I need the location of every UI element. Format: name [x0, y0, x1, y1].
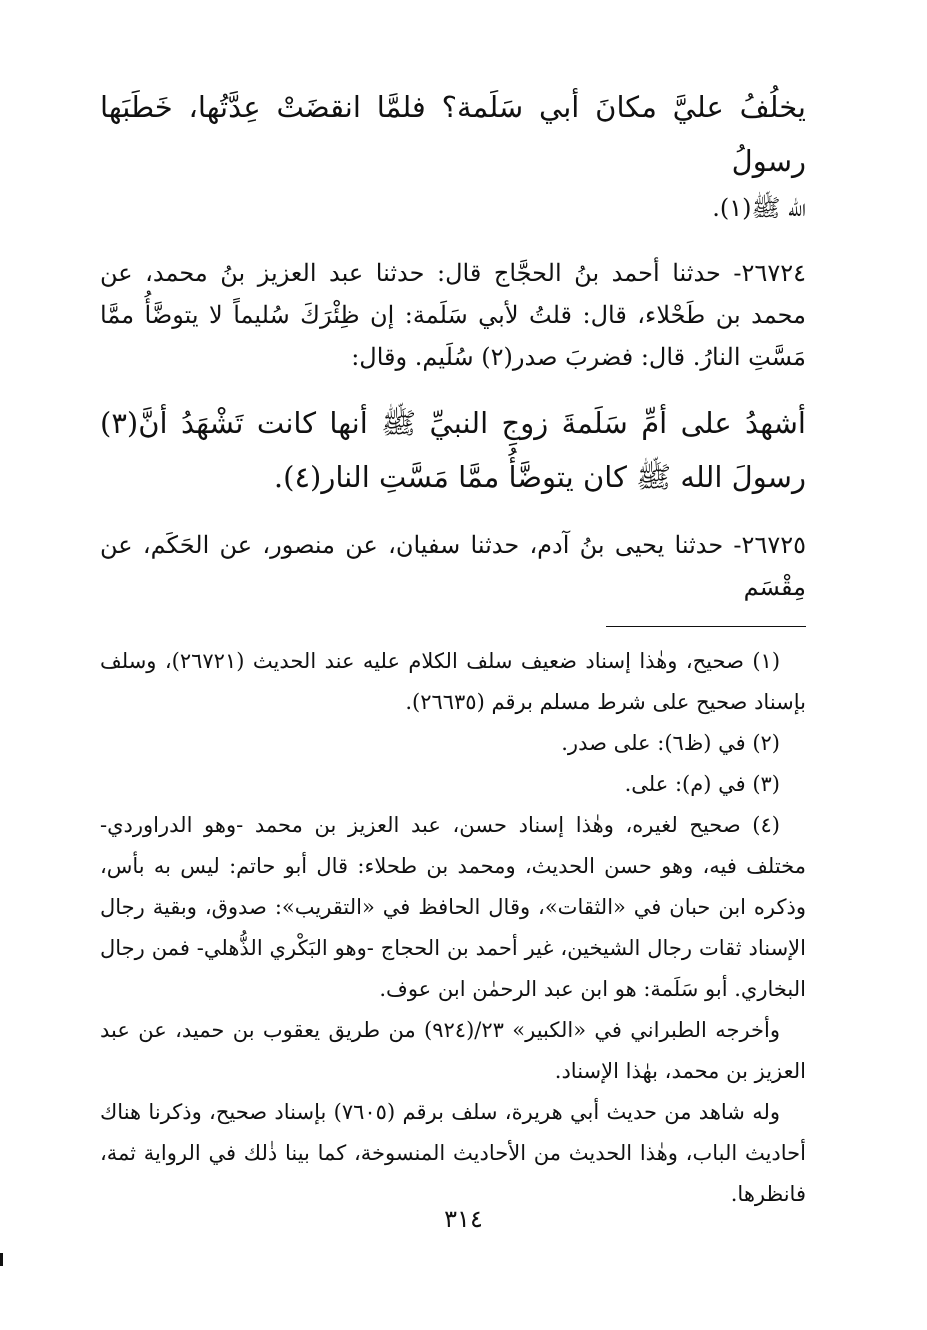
- hadith-26724-matn: أشهدُ على أمِّ سَلَمةَ زوجِ النبيِّ ﷺ أنها كانت تَشْهَدُ أنَّ(٣) رسولَ الله ﷺ كان يتوضَّأُ ممَّا مَسَّتِ النار(٤).: [100, 406, 806, 494]
- page-body: [100, 80, 806, 1215]
- footnote-separator: [606, 626, 806, 627]
- footnote-4-continuation-2: وله شاهد من حديث أبي هريرة، سلف برقم (٧٦٠٥) بإسناد صحيح، وذكرنا هناك أحاديث الباب، وهٰذا الحديث من الأحاديث المنسوخة، كما بينا ذٰلك في الرواية ثمة، فانظرها.: [100, 1100, 806, 1206]
- footnote-1: (١) صحيح، وهٰذا إسناد ضعيف سلف الكلام عليه عند الحديث (٢٦٧٢١)، وسلف بإسناد صحيح على شرط مسلم برقم (٢٦٦٣٥).: [100, 649, 806, 714]
- matn-line-2: الله ﷺ(١).: [712, 194, 806, 222]
- footnote-4-continuation-1: وأخرجه الطبراني في «الكبير» ٢٣/(٩٢٤) من طريق يعقوب بن حميد، عن عبد العزيز بن محمد، بهٰذا الإسناد.: [100, 1018, 806, 1083]
- footnote-3: (٣) في (م): على.: [624, 772, 780, 796]
- footnote-separator-wrap: [100, 626, 806, 627]
- footnotes: [100, 641, 806, 1215]
- footnote-2: (٢) في (ظ٦): على صدر.: [561, 731, 780, 755]
- page-number: ٣١٤: [444, 1205, 483, 1233]
- matn-line-1: يخلُفُ عليَّ مكانَ أبي سَلَمة؟ فلمَّا انقضَتْ عِدَّتُها، خَطَبَها رسولُ: [100, 90, 806, 178]
- scan-edge-mark: [0, 1253, 3, 1266]
- footnote-4: (٤) صحيح لغيره، وهٰذا إسناد حسن، عبد العزيز بن محمد -وهو الدراوردي- مختلف فيه، وهو حسن الحديث، ومحمد بن طحلاء: قال أبو حاتم: ليس به بأس، وذكره ابن حبان في «الثقات»، وقال الحافظ في «التقريب»: صدوق، وبقية رجال الإسناد ثقات رجال الشيخين، غير أحمد بن الحجاج -وهو البَكْري الذُّهلي- فمن رجال البخاري. أبو سَلَمة: هو ابن عبد الرحمٰن ابن عوف.: [100, 813, 806, 1001]
- text-block-continuation: [100, 80, 806, 228]
- hadith-26724-isnad: ٢٦٧٢٤- حدثنا أحمد بنُ الحجَّاج قال: حدثنا عبد العزيز بنُ محمد، عن محمد بن طَحْلاء، قال: قلتُ لأبي سَلَمة: إن ظِئْرَكَ سُليماً لا يتوضَّأُ ممَّا مَسَّتِ النارُ. قال: فضربَ صدر(٢) سُلَيم. وقال:: [100, 259, 806, 371]
- hadith-26725-isnad: ٢٦٧٢٥- حدثنا يحيى بنُ آدم، حدثنا سفيان، عن منصور، عن الحَكَم، عن مِقْسَم: [100, 531, 806, 601]
